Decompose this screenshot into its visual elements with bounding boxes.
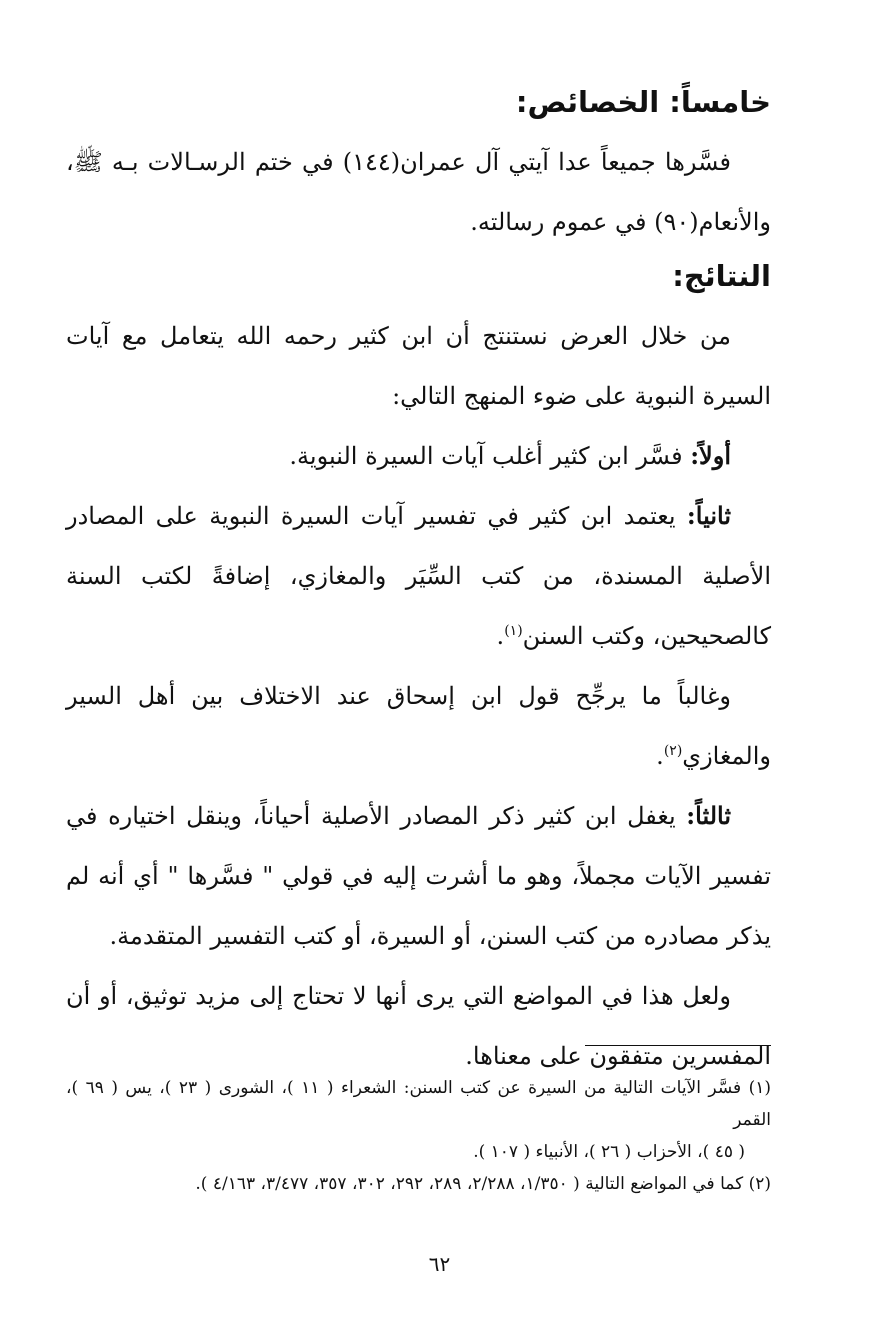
label-second: ثانياً: <box>686 501 731 530</box>
text-third: يغفل ابن كثير ذكر المصادر الأصلية أحياناً، وينقل اختياره في تفسير الآيات مجملاً، وهو ما أشرت إليه في قولي " فسَّرها " أي أنه لم يذكر مصادره من كتب السنن، أو السيرة، أو كتب التفسير المتقدمة. <box>66 802 771 950</box>
paragraph-second <box>66 486 771 666</box>
text-often: وغالباً ما يرجِّح قول ابن إسحاق عند الاختلاف بين أهل السير والمغازي <box>66 682 771 770</box>
paragraph-third <box>66 786 771 966</box>
text-second-end: . <box>496 622 505 650</box>
text-first: فسَّر ابن كثير أغلب آيات السيرة النبوية. <box>289 442 691 470</box>
footnote-2: (٢) كما في المواضع التالية ( ١/٣٥٠، ٢/٢٨٨، ٢٨٩، ٢٩٢، ٣٠٢، ٣٥٧، ٣/٤٧٧، ٤/١٦٣ ). <box>195 1174 771 1194</box>
paragraph-first <box>66 426 771 486</box>
paragraph-intro: من خلال العرض نستنتج أن ابن كثير رحمه الله يتعامل مع آيات السيرة النبوية على ضوء المنهج التالي: <box>66 322 771 410</box>
label-first: أولاً: <box>690 441 731 470</box>
footnote-1-continued: ( ٤٥ )، الأحزاب ( ٢٦ )، الأنبياء ( ١٠٧ ). <box>473 1142 745 1162</box>
footnote-ref-2[interactable]: (٢) <box>663 743 683 759</box>
section-heading-characteristics: خامساً: الخصائص: <box>515 85 771 119</box>
text-often-end: . <box>656 742 664 770</box>
text-second: يعتمد ابن كثير في تفسير آيات السيرة النبوية على المصادر الأصلية المسندة، من كتب السِّيَر والمغازي، إضافةً لكتب السنة كالصحيحين، وكتب السنن <box>66 502 771 650</box>
main-text <box>66 78 771 1086</box>
page-number: ٦٢ <box>428 1252 451 1276</box>
footnotes <box>66 1072 771 1200</box>
paragraph-characteristics: فسَّرها جميعاً عدا آيتي آل عمران(١٤٤) في ختم الرسـالات بـه ﷺ، والأنعام(٩٠) في عموم رسالته. <box>66 148 771 236</box>
footnote-ref-1[interactable]: (١) <box>504 623 523 639</box>
paragraph-often <box>66 666 771 786</box>
section-heading-results: النتائج: <box>672 259 771 293</box>
footnote-divider <box>585 1045 771 1046</box>
label-third: ثالثاً: <box>686 801 731 830</box>
paragraph-perhaps: ولعل هذا في المواضع التي يرى أنها لا تحتاج إلى مزيد توثيق، أو أن المفسرين متفقون على معناها. <box>66 982 771 1070</box>
footnote-1: (١) فسَّر الآيات التالية من السيرة عن كتب السنن: الشعراء ( ١١ )، الشورى ( ٢٣ )، يس ( ٦٩ )، القمر <box>66 1078 771 1130</box>
